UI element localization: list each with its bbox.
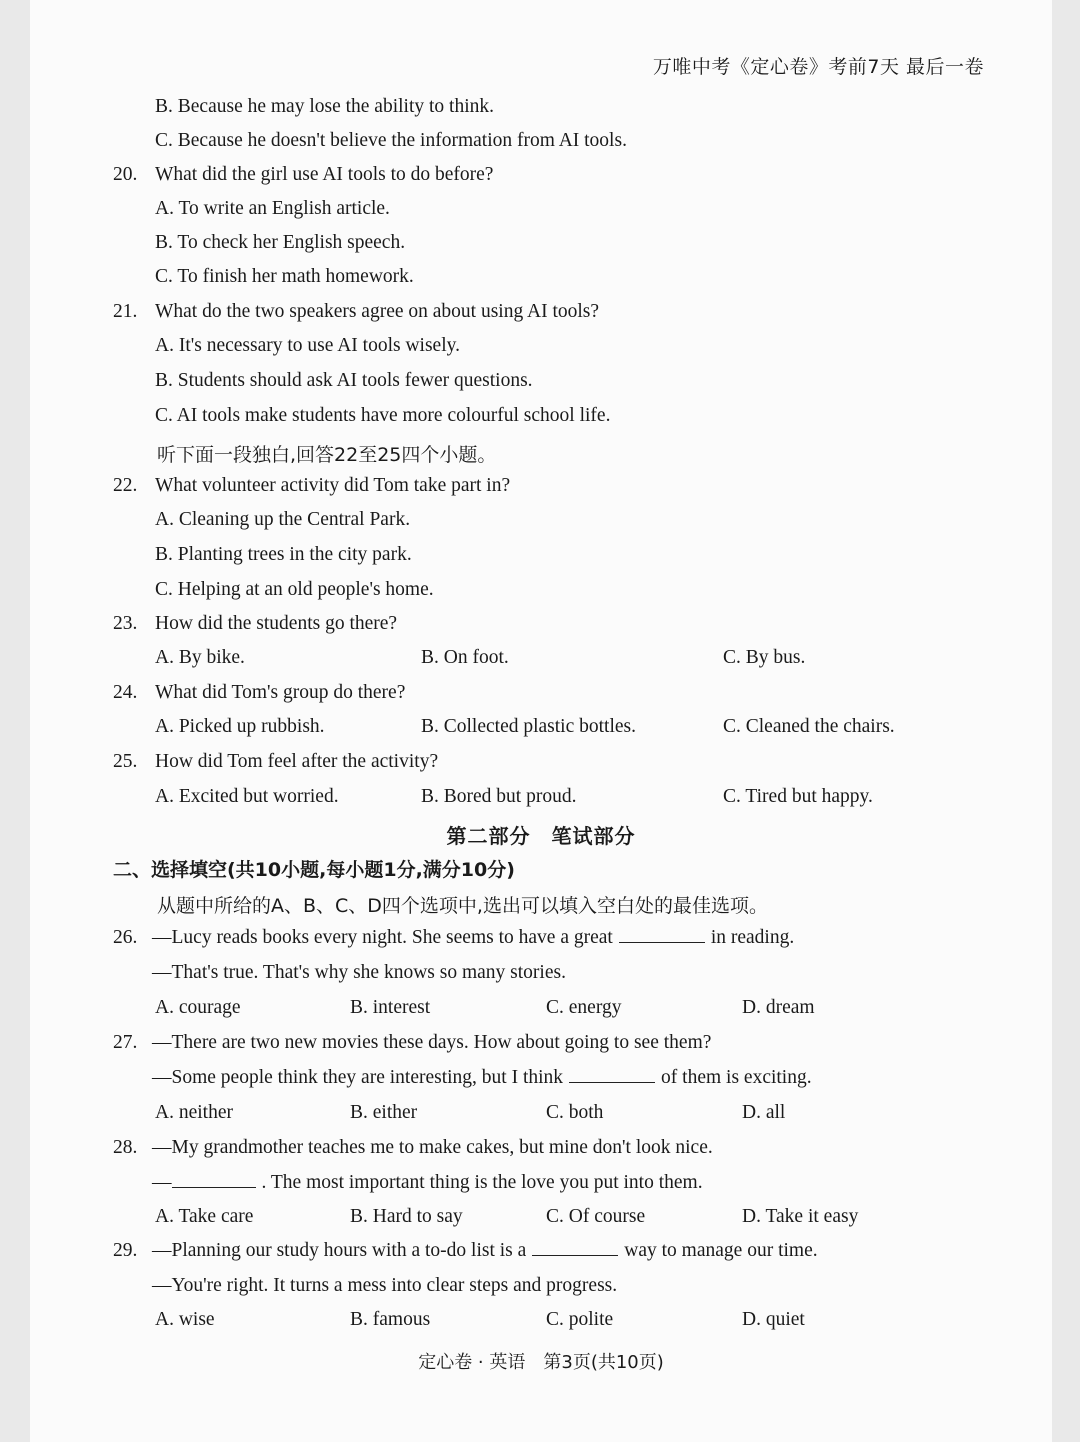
option-26-d: D. dream bbox=[742, 997, 815, 1018]
option-22-a: A. Cleaning up the Central Park. bbox=[155, 509, 411, 530]
answer-blank bbox=[619, 941, 705, 943]
question-26-reply: —That's true. That's why she knows so many stories. bbox=[152, 962, 566, 983]
option-27-b: B. either bbox=[350, 1102, 418, 1123]
option-25-a: A. Excited but worried. bbox=[155, 786, 339, 807]
option-20-b: B. To check her English speech. bbox=[155, 232, 406, 253]
option-29-d: D. quiet bbox=[742, 1309, 805, 1330]
option-20-a: A. To write an English article. bbox=[155, 198, 390, 219]
answer-blank bbox=[532, 1254, 618, 1256]
question-27-reply bbox=[152, 1067, 812, 1089]
question-text-26 bbox=[152, 927, 794, 949]
page-header: 万唯中考《定心卷》考前7天 最后一卷 bbox=[652, 56, 984, 78]
option-28-c: C. Of course bbox=[546, 1206, 646, 1227]
section2-instruction: 从题中所给的A、B、C、D四个选项中,选出可以填入空白处的最佳选项。 bbox=[157, 895, 768, 917]
option-24-c: C. Cleaned the chairs. bbox=[723, 716, 895, 737]
option-23-c: C. By bus. bbox=[723, 647, 806, 668]
question-number-25: 25. bbox=[113, 751, 138, 772]
question-26-part2: in reading. bbox=[710, 927, 795, 948]
question-text-23: How did the students go there? bbox=[155, 613, 398, 634]
option-24-b: B. Collected plastic bottles. bbox=[421, 716, 637, 737]
question-number-27: 27. bbox=[113, 1032, 138, 1053]
section2-heading: 二、选择填空(共10小题,每小题1分,满分10分) bbox=[113, 859, 515, 881]
question-number-22: 22. bbox=[113, 475, 138, 496]
option-29-a: A. wise bbox=[155, 1309, 215, 1330]
option-25-c: C. Tired but happy. bbox=[723, 786, 873, 807]
exam-page bbox=[30, 0, 1052, 1442]
question-text-25: How did Tom feel after the activity? bbox=[155, 751, 439, 772]
question-27-part1: —Some people think they are interesting, but I think bbox=[152, 1067, 564, 1088]
question-number-24: 24. bbox=[113, 682, 138, 703]
question-26-part1: —Lucy reads books every night. She seems to have a great bbox=[152, 927, 613, 948]
option-29-b: B. famous bbox=[350, 1309, 431, 1330]
question-number-21: 21. bbox=[113, 301, 138, 322]
option-23-a: A. By bike. bbox=[155, 647, 245, 668]
question-text-21: What do the two speakers agree on about using AI tools? bbox=[155, 301, 600, 322]
option-21-c: C. AI tools make students have more colourful school life. bbox=[155, 405, 611, 426]
question-29-reply: —You're right. It turns a mess into clear steps and progress. bbox=[152, 1275, 618, 1296]
option-27-c: C. both bbox=[546, 1102, 604, 1123]
option-29-c: C. polite bbox=[546, 1309, 614, 1330]
option-27-a: A. neither bbox=[155, 1102, 233, 1123]
option-26-a: A. courage bbox=[155, 997, 241, 1018]
option-28-b: B. Hard to say bbox=[350, 1206, 463, 1227]
option-23-b: B. On foot. bbox=[421, 647, 509, 668]
question-text-24: What did Tom's group do there? bbox=[155, 682, 406, 703]
question-28-dash: — bbox=[152, 1172, 172, 1193]
option-21-a: A. It's necessary to use AI tools wisely. bbox=[155, 335, 460, 356]
question-text-28: —My grandmother teaches me to make cakes, but mine don't look nice. bbox=[152, 1137, 713, 1158]
option-26-b: B. interest bbox=[350, 997, 431, 1018]
part2-title: 第二部分 笔试部分 bbox=[446, 824, 636, 848]
option-26-c: C. energy bbox=[546, 997, 622, 1018]
question-number-23: 23. bbox=[113, 613, 138, 634]
page-footer: 定心卷 · 英语 第3页(共10页) bbox=[418, 1352, 664, 1373]
option-22-b: B. Planting trees in the city park. bbox=[155, 544, 412, 565]
question-27-part2: of them is exciting. bbox=[661, 1067, 812, 1088]
question-number-20: 20. bbox=[113, 164, 138, 185]
question-text-29 bbox=[152, 1240, 818, 1262]
question-text-20: What did the girl use AI tools to do before? bbox=[155, 164, 494, 185]
option-20-c: C. To finish her math homework. bbox=[155, 266, 414, 287]
question-text-27: —There are two new movies these days. How about going to see them? bbox=[152, 1032, 712, 1053]
option-27-d: D. all bbox=[742, 1102, 786, 1123]
option-28-a: A. Take care bbox=[155, 1206, 254, 1227]
question-28-reply bbox=[152, 1172, 703, 1194]
option-24-a: A. Picked up rubbish. bbox=[155, 716, 325, 737]
question-text-22: What volunteer activity did Tom take part in? bbox=[155, 475, 511, 496]
option-19-c: C. Because he doesn't believe the information from AI tools. bbox=[155, 130, 627, 151]
answer-blank bbox=[172, 1186, 256, 1188]
option-19-b: B. Because he may lose the ability to think. bbox=[155, 96, 495, 117]
option-21-b: B. Students should ask AI tools fewer questions. bbox=[155, 370, 533, 391]
answer-blank bbox=[569, 1081, 655, 1083]
question-28-part2: . The most important thing is the love you put into them. bbox=[261, 1172, 703, 1193]
question-number-29: 29. bbox=[113, 1240, 138, 1261]
question-29-part2: way to manage our time. bbox=[624, 1240, 818, 1261]
question-number-26: 26. bbox=[113, 927, 138, 948]
option-25-b: B. Bored but proud. bbox=[421, 786, 577, 807]
monologue-instruction: 听下面一段独白,回答22至25四个小题。 bbox=[157, 444, 497, 466]
question-29-part1: —Planning our study hours with a to-do list is a bbox=[152, 1240, 527, 1261]
question-number-28: 28. bbox=[113, 1137, 138, 1158]
option-28-d: D. Take it easy bbox=[742, 1206, 859, 1227]
option-22-c: C. Helping at an old people's home. bbox=[155, 579, 434, 600]
